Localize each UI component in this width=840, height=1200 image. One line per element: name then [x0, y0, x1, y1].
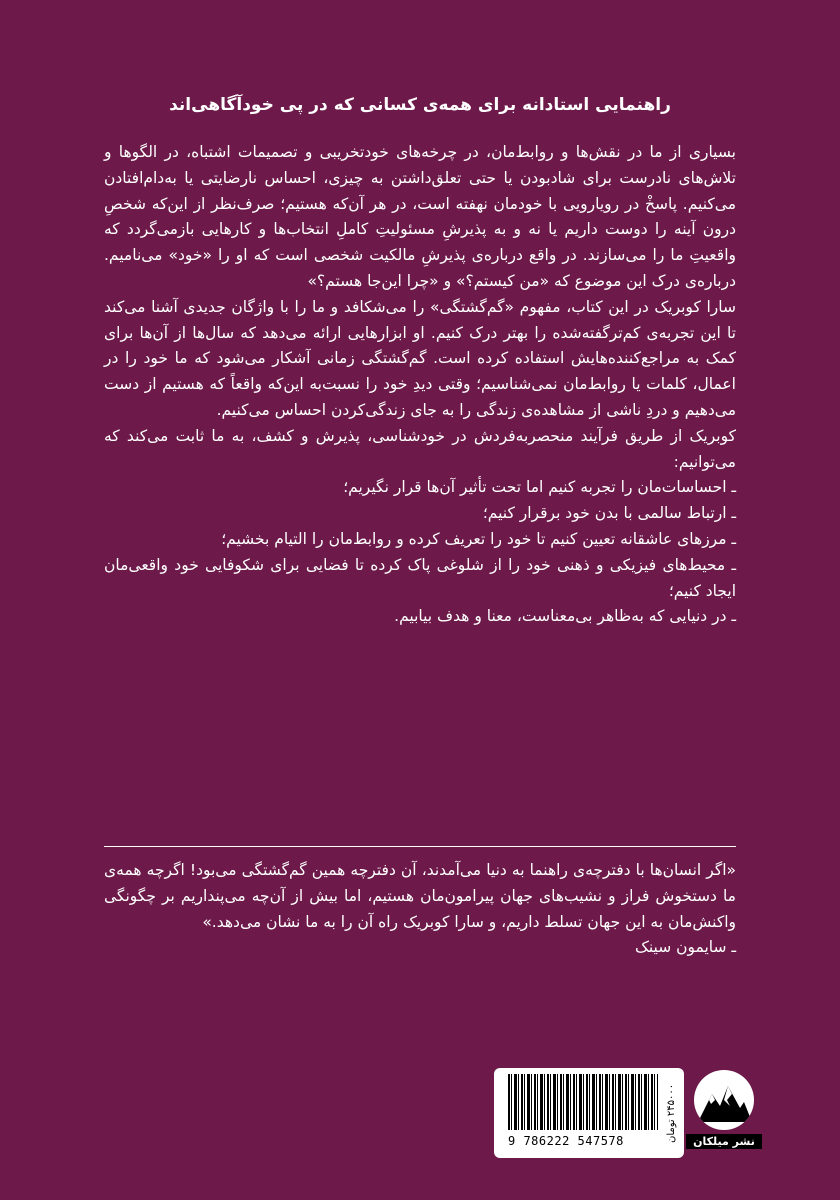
publisher-logo: [694, 1070, 754, 1160]
blurb-paragraph-1: بسیاری از ما در نقش‌ها و روابط‌مان، در چرخه‌های خودتخریبی و تصمیمات اشتباه، در الگوها و تلاش‌های نادرست برای شادبودن یا حتی تعلق‌داشتن به چیزی، احساس نارضایتی یا به‌دام‌افتادن می‌کنیم. پاسخْ در رویارویی با خودمان نهفته است، در هر آن‌که هستیم؛ صرف‌نظر از این‌که شخصِ درون آینه را دوست داریم یا نه و به پذیرشِ مسئولیتِ کاملِ انتخاب‌ها و کارهایی بازمی‌گردد که واقعیتِ ما را می‌سازند. در واقع درباره‌ی پذیرشِ مالکیت شخصی است که او را «خود» می‌نامیم. درباره‌ی درک این موضوع که «من کیستم؟» و «چرا این‌جا هستم؟»: [104, 143, 736, 290]
isbn-digits: 9 786222 547578: [508, 1134, 624, 1148]
benefit-item: ـ در دنیایی که به‌ظاهر بی‌معناست، معنا و هدف بیابیم.: [394, 607, 736, 626]
benefit-list: [104, 475, 736, 630]
benefit-item: ـ احساسات‌مان را تجربه کنیم اما تحت تأثیر آن‌ها قرار نگیریم؛: [343, 478, 736, 497]
mountain-logo-icon: [694, 1070, 754, 1130]
benefit-item: ـ ارتباط سالمی با بدن خود برقرار کنیم؛: [482, 504, 736, 523]
benefit-item: ـ محیط‌های فیزیکی و ذهنی خود را از شلوغی پاک کرده تا فضایی برای شکوفایی خود واقعی‌مان ایجاد کنیم؛: [104, 555, 736, 600]
barcode-bars: [508, 1074, 658, 1130]
price-label: ۲۴۵۰۰۰ تومان: [666, 1083, 677, 1143]
publisher-name: نشر میلکان: [686, 1134, 762, 1149]
blurb-paragraph-3: کوبریک از طریق فرآیند منحصربه‌فردش در خودشناسی، پذیرش و کشف، به ما ثابت می‌کند که می‌توانیم:: [104, 426, 736, 471]
headline: راهنمایی استادانه برای همه‌ی کسانی که در پی خودآگاهی‌اند: [169, 95, 671, 115]
benefit-item: ـ مرزهای عاشقانه تعیین کنیم تا خود را تعریف کرده و روابط‌مان را التیام بخشیم؛: [221, 529, 736, 548]
quote-text: «اگر انسان‌ها با دفترچه‌ی راهنما به دنیا می‌آمدند، آن دفترچه همین گم‌گشتگی می‌بود! اگرچه همه‌ی ما دستخوش فراز و نشیب‌های جهان پیرامون‌مان هستیم، اما بیش از آن‌چه می‌پنداریم بر چگونگی واکنش‌مان به این جهان تسلط داریم، و سارا کوبریک راه آن را به ما نشان می‌دهد.»: [104, 861, 736, 931]
endorsement-quote: [104, 858, 736, 961]
isbn-barcode: [494, 1068, 684, 1158]
blurb-body: [104, 140, 736, 630]
blurb-paragraph-2: سارا کوبریک در این کتاب، مفهوم «گم‌گشتگی» را می‌شکافد و ما را با واژگان جدیدی آشنا می‌کند تا این تجربه‌ی کم‌ترگفته‌شده را بهتر درک کنیم. او ابزارهایی ارائه می‌دهد که سال‌ها از آن‌ها برای کمک به مراجع‌کننده‌هایش استفاده کرده است. گم‌گشتگی زمانی آشکار می‌شود که ما خود را در اعمال، کلمات یا روابط‌مان نمی‌شناسیم؛ وقتی دیدِ خود را نسبت‌به این‌که واقعاً که هستیم از دست می‌دهیم و دردِ ناشی از مشاهده‌ی زندگی را به جای زندگی‌کردن احساس می‌کنیم.: [104, 297, 736, 419]
section-divider: [104, 846, 736, 847]
quote-author: ـ سایمون سینک: [635, 938, 736, 957]
